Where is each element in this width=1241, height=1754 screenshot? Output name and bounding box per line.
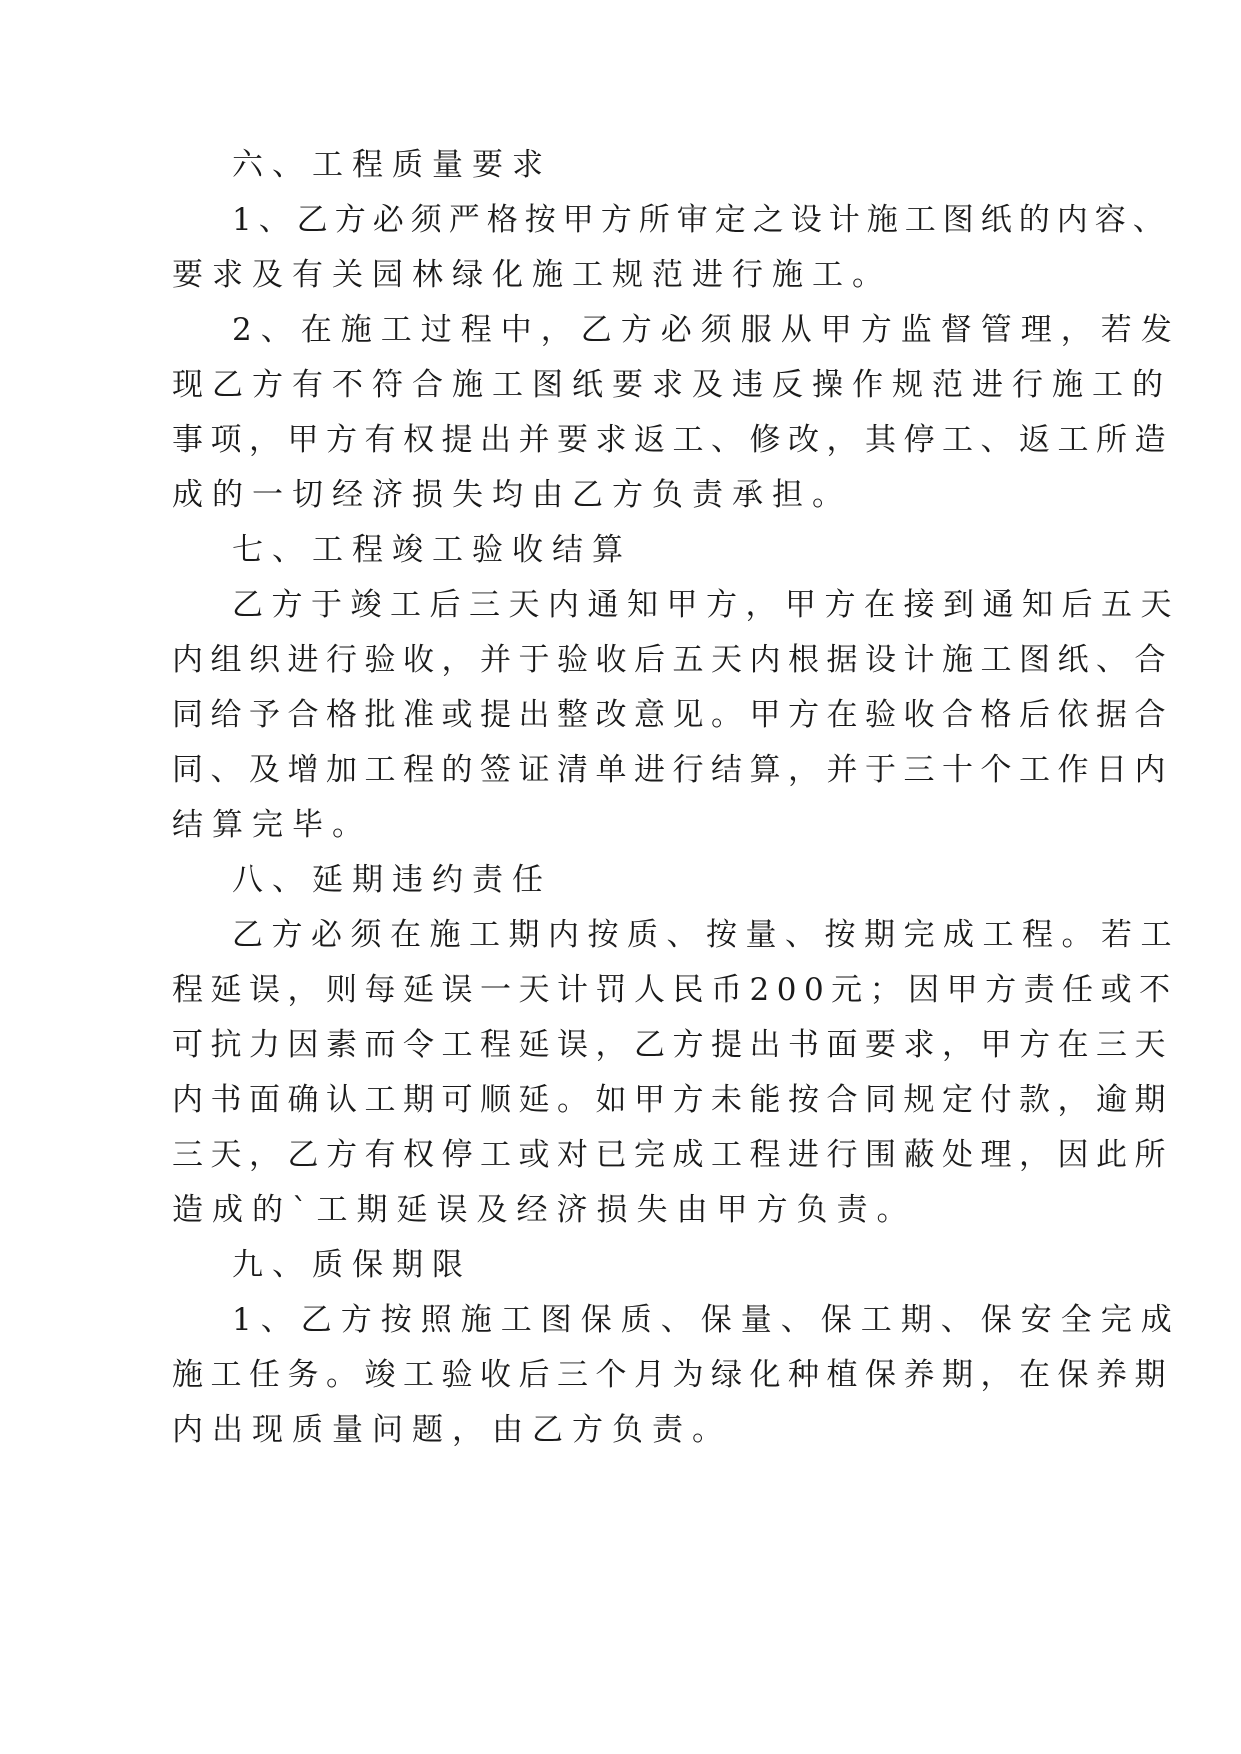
paragraph-line: 现乙方有不符合施工图纸要求及违反操作规范进行施工的 (172, 367, 1172, 403)
paragraph-line: 内出现质量问题，由乙方负责。 (172, 1412, 732, 1448)
paragraph-line: 可抗力因素而令工程延误，乙方提出书面要求，甲方在三天 (172, 1027, 1173, 1063)
paragraph-line: 2、在施工过程中，乙方必须服从甲方监督管理，若发 (232, 312, 1181, 348)
section-heading-delay: 八、延期违约责任 (232, 862, 552, 898)
paragraph-line: 程延误，则每延误一天计罚人民币200元；因甲方责任或不 (172, 972, 1178, 1008)
paragraph-line: 内组织进行验收，并于验收后五天内根据设计施工图纸、合 (172, 642, 1173, 678)
paragraph-line: 要求及有关园林绿化施工规范进行施工。 (172, 257, 892, 293)
paragraph-line: 成的一切经济损失均由乙方负责承担。 (172, 477, 852, 513)
paragraph-line: 三天，乙方有权停工或对已完成工程进行围蔽处理，因此所 (172, 1137, 1173, 1173)
paragraph-line: 1、乙方按照施工图保质、保量、保工期、保安全完成 (232, 1302, 1181, 1338)
paragraph-line: 事项，甲方有权提出并要求返工、修改，其停工、返工所造 (172, 422, 1173, 458)
paragraph-line: 1、乙方必须严格按甲方所审定之设计施工图纸的内容、 (232, 202, 1171, 238)
section-heading-quality: 六、工程质量要求 (232, 147, 552, 183)
paragraph-line: 内书面确认工期可顺延。如甲方未能按合同规定付款，逾期 (172, 1082, 1173, 1118)
section-heading-warranty: 九、质保期限 (232, 1247, 472, 1283)
paragraph-line: 乙方必须在施工期内按质、按量、按期完成工程。若工 (232, 917, 1180, 953)
paragraph-line: 施工任务。竣工验收后三个月为绿化种植保养期，在保养期 (172, 1357, 1173, 1393)
paragraph-line: 乙方于竣工后三天内通知甲方，甲方在接到通知后五天 (232, 587, 1180, 623)
paragraph-line: 结算完毕。 (172, 807, 372, 843)
paragraph-line: 同、及增加工程的签证清单进行结算，并于三十个工作日内 (172, 752, 1173, 788)
paragraph-line: 造成的`工期延误及经济损失由甲方负责。 (172, 1192, 917, 1228)
section-heading-acceptance: 七、工程竣工验收结算 (232, 532, 632, 568)
paragraph-line: 同给予合格批准或提出整改意见。甲方在验收合格后依据合 (172, 697, 1173, 733)
